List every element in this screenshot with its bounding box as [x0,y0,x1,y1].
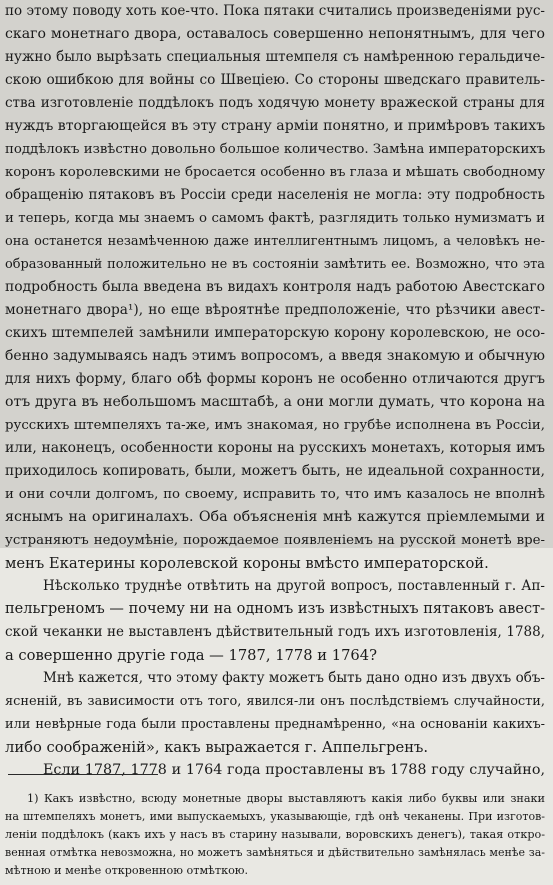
text-line: устраняютъ недоумѣніе, порождаемое появленіемъ на русской монетѣ вре- [5,533,545,548]
text-line: бенно задумываясь надъ этимъ вопросомъ, а введя знакомую и обычную [5,348,545,364]
paragraph-start: Нѣсколько труднѣе отвѣтить на другой вопросъ, поставленный г. Ап- [43,578,545,594]
text-line: либо соображеній», какъ выражается г. Аппельгренъ. [5,739,429,756]
text-line: скаго монетнаго двора, оставалось совершенно непонятнымъ, для чего [5,26,545,42]
text-line: по этому поводу хоть кое-что. Пока пятаки считались произведеніями рус- [5,3,545,19]
text-line: яснымъ на оригиналахъ. Оба объясненія мнѣ кажутся пріемлемыми и [5,509,545,525]
text-line: а совершенно другіе года — 1787, 1778 и 1764? [5,647,377,664]
paragraph-start: Мнѣ кажется, что этому факту можетъ быть дано одно изъ двухъ объ- [43,670,545,686]
text-line: ской чеканки не выставленъ дѣйствительный годъ ихъ изготовленія, 1788, [5,624,545,640]
text-line: обращенію пятаковъ въ Россіи среди населенія не могла: эту подробность [5,187,545,203]
footnote [5,790,545,880]
text-line: и теперь, когда мы знаемъ о самомъ фактѣ, разглядить только нумизматъ и [5,211,545,226]
text-line: или, наконецъ, особенности короны на русскихъ монетахъ, которыя имъ [5,440,545,456]
text-line: она останется незамѣченною даже интеллигентнымъ лицомъ, а человѣкъ не- [5,234,545,249]
text-line: ства изготовленіе поддѣлокъ подъ ходячую монету вражеской страны для [5,95,545,111]
text-line: коронъ королевскими не бросается особенно въ глаза и мѣшать свободному [5,165,545,180]
footnote-line: 1) Какъ извѣстно, всюду монетные дворы выставляютъ какія либо буквы или знаки [27,792,545,805]
text-line: скою ошибкою для войны со Швецiею. Со стороны шведскаго правитель- [5,72,545,88]
text-line: нужно было вырѣзать специальныя штемпеля съ намѣренною геральдиче- [5,49,545,65]
text-line: русскихъ штемпеляхъ та-же, имъ знакомая, но грубѣе исполнена въ Россіи, [5,418,545,433]
text-line: менъ Екатерины королевской короны вмѣсто императорской. [5,555,489,572]
footnote-rule [8,774,158,775]
text-line: приходилось копировать, были, можетъ быть, не идеальной сохранности, [5,463,545,479]
footnote-line: венная отмѣтка невозможна, но можетъ замѣняться и дѣйствительно замѣнялась менѣе за- [5,846,545,859]
text-line: для нихъ форму, благо обѣ формы коронъ не особенно отличаются другъ [5,371,545,387]
footnote-line: леніи поддѣлокъ (какъ ихъ у насъ въ старину называли, воровскихъ денегъ), такая откро- [5,828,545,841]
text-line: или невѣрные года были проставлены преднамѣренно, «на основаніи какихъ- [5,717,545,732]
text-line: монетнаго двора¹), но еще вѣроятнѣе предположеніе, что рѣзчики авест- [5,302,545,318]
main-text [5,0,545,782]
text-line: нуждъ вторгающейся въ эту страну арміи понятно, и примѣровъ такихъ [5,118,545,134]
text-line: пельгреномъ — почему ни на одномъ изъ извѣстныхъ пятаковъ авест- [5,601,545,617]
text-line: ясненій, въ зависимости отъ того, явился-ли онъ послѣдствіемъ случайности, [5,694,545,709]
text-line: подробность была введена въ видахъ контроля надъ работою Авестскаго [5,279,545,295]
footnote-line: мѣтною и менѣе откровенною отмѣткою. [5,864,249,877]
footnote-line: на штемпеляхъ монетъ, ими выпускаемыхъ, указывающіе, гдѣ онѣ чеканены. При изготов- [5,810,545,823]
text-line: скихъ штемпелей замѣнили императорскую корону королевскою, не осо- [5,325,545,341]
paragraph-start: Если 1787, 1778 и 1764 года проставлены въ 1788 году случайно, [43,762,545,778]
text-line: поддѣлокъ извѣстно довольно большое количество. Замѣна императорскихъ [5,142,545,157]
text-line: отъ друга въ небольшомъ масштабѣ, а они могли думать, что корона на [5,394,545,410]
text-line: и они сочли долгомъ, по своему, исправить то, что имъ казалось не вполнѣ [5,487,545,502]
text-line: образованный положительно не въ состояніи замѣтить ее. Возможно, что эта [5,257,545,272]
